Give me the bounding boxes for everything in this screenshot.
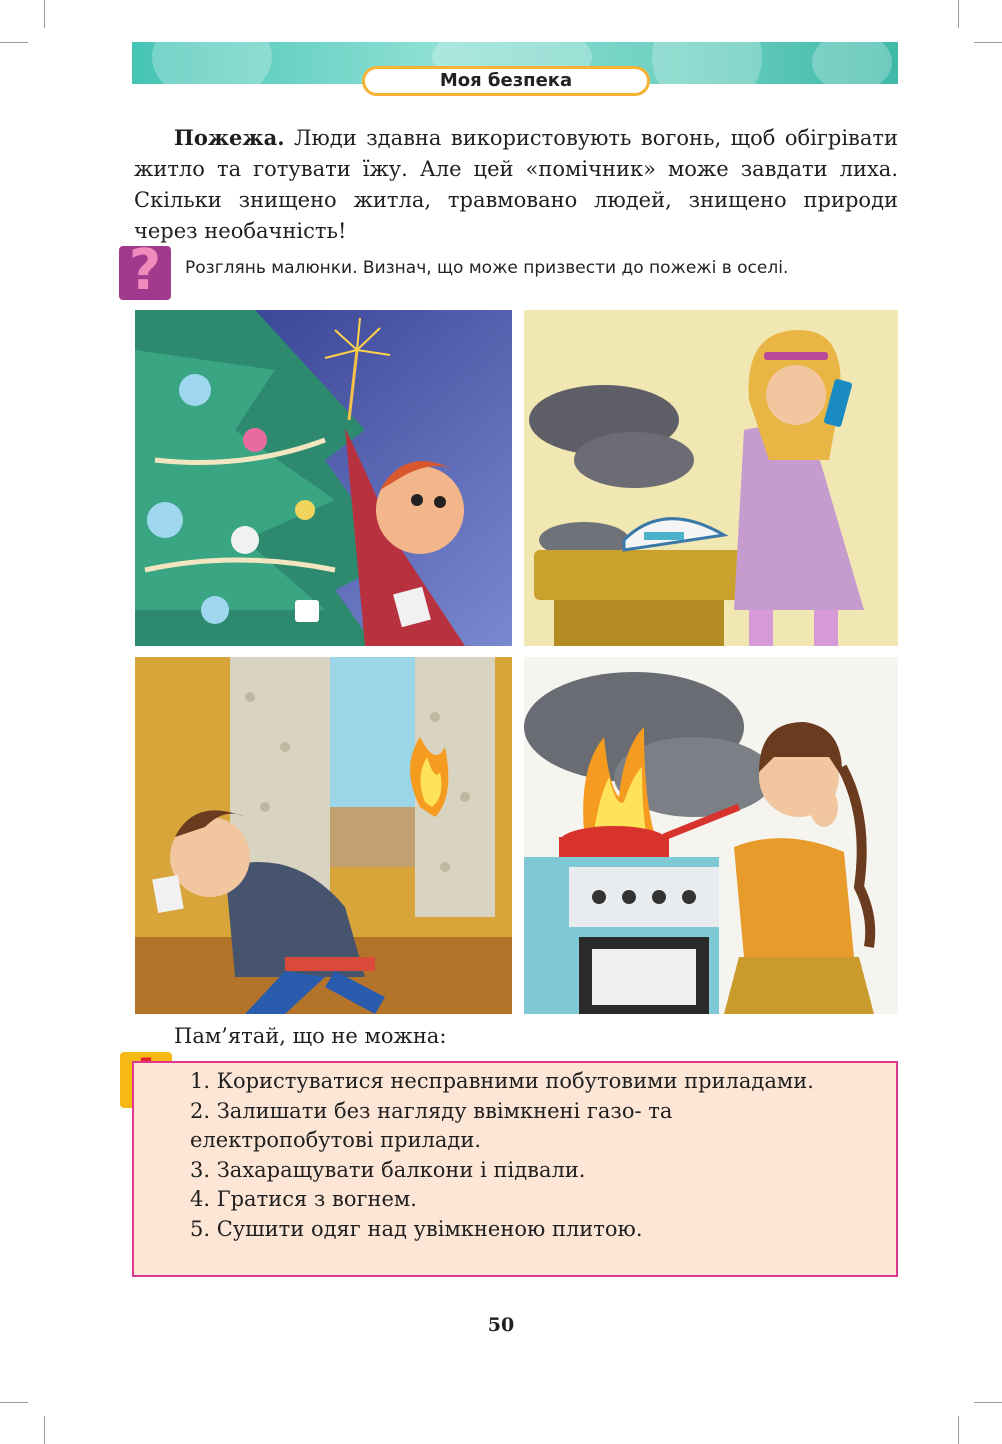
illustration-girl-stove — [524, 657, 898, 1014]
crop-mark — [958, 1416, 959, 1444]
crop-mark — [958, 0, 959, 28]
crop-mark — [0, 42, 28, 43]
page-number: 50 — [487, 1314, 515, 1336]
question-icon: ? — [119, 246, 171, 300]
illustration-boy-matches — [135, 657, 512, 1014]
reminder-heading: Пам’ятай, що не можна: — [174, 1024, 447, 1048]
list-item: 3. Захаращувати балкони і підвали. — [190, 1157, 586, 1182]
intro-lead: Пожежа. — [174, 125, 285, 150]
list-item: 2. Залишати без нагляду ввімкнені газо- та електропобутові прилади. — [190, 1098, 673, 1152]
list-item: 5. Сушити одяг над увімкненою плитою. — [190, 1216, 643, 1241]
intro-paragraph — [134, 122, 898, 247]
list-item: 4. Гратися з вогнем. — [190, 1187, 417, 1211]
rules-list — [134, 1063, 896, 1244]
rules-box — [132, 1061, 898, 1277]
intro-text: Люди здавна використовують вогонь, щоб обігрівати житло та готувати їжу. Але цей «помічник» може завдати лиха. Скільки знищено житла, травмовано людей, знищено природи через необачність! — [134, 126, 898, 243]
illustration-boy-sparkler — [135, 310, 512, 646]
crop-mark — [44, 0, 45, 28]
list-item: 1. Користуватися несправними побутовими приладами. — [190, 1069, 814, 1093]
crop-mark — [974, 1402, 1002, 1403]
illustration-girl-iron — [524, 310, 898, 646]
section-title: Моя безпека — [362, 66, 650, 96]
crop-mark — [974, 42, 1002, 43]
crop-mark — [0, 1402, 28, 1403]
task-text: Розглянь малюнки. Визнач, що може призвести до пожежі в оселі. — [185, 258, 789, 278]
crop-mark — [44, 1416, 45, 1444]
